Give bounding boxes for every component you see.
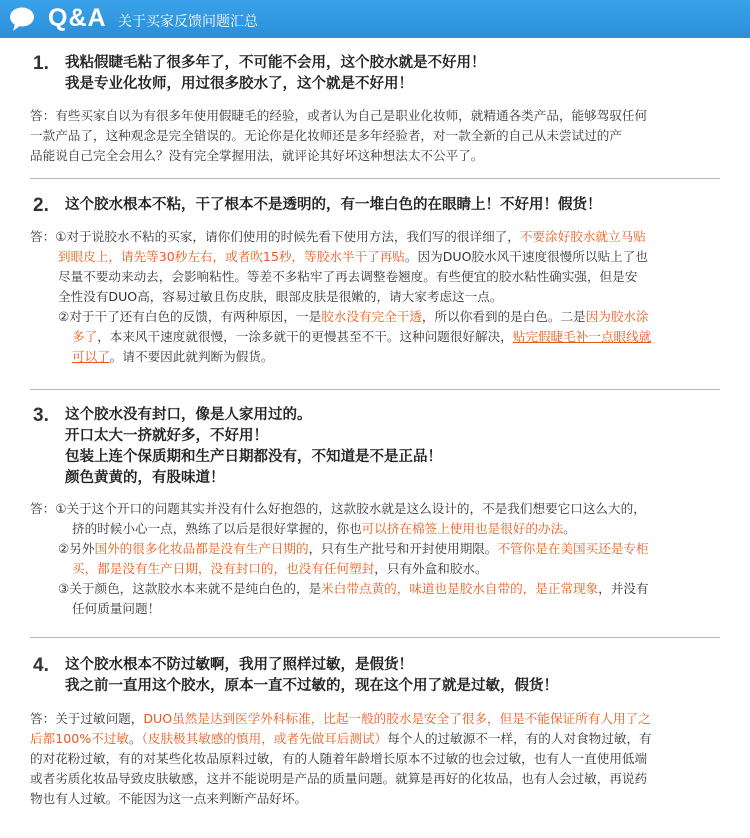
answer-label: 答：: [30, 108, 56, 123]
answer-text: 的对花粉过敏，有的对某些化妆品原料过敏，有的人随着年龄增长原本不过敏的也会过敏，也有人一直使用低端: [30, 751, 648, 766]
qa-item-3: [0, 389, 750, 637]
answer-highlight: 买，都是没有生产日期，没有封口的，也没有任何塑封: [72, 561, 375, 576]
answer-highlight: （皮肤极其敏感的慎用，或者先做耳后测试）: [141, 731, 388, 746]
answer-text: 或者劣质化妆品导致皮肤敏感，这并不能说明是产品的质量问题。就算是再好的化妆品，也有人会过敏，再说药: [30, 771, 648, 786]
answer-text: 品能说自己完全会用么？没有完全掌握用法，就评论其好坏这种想法太不公平了。: [30, 148, 484, 163]
answer-text: 一款产品了，这种观念是完全错误的。无论你是化妆师还是多年经验者，对一款全新的自己从未尝试过的产: [30, 128, 622, 143]
speech-bubble-icon: [8, 6, 36, 32]
answer-text: 。请不要因此就判断为假货。: [109, 349, 274, 364]
answer-highlight: 米白带点黄的，味道也是胶水自带的，是正常现象: [321, 581, 599, 596]
answer-text: ③关于颜色，这款胶水本来就不是纯白色的，是: [58, 581, 322, 596]
question-line: 开口太大一挤就好多，不好用！: [65, 428, 268, 444]
question-line: 这个胶水没有封口，像是人家用过的。: [65, 407, 312, 423]
qa-item-1: [0, 38, 750, 184]
answer-highlight: 到眼皮上，请先等30秒左右，或者吹15秒，等胶水半干了再贴: [58, 249, 405, 264]
answer-highlight: 因为胶水涂: [585, 309, 649, 324]
answer-text: 关于过敏问题，: [55, 711, 144, 726]
header-subtitle: 关于买家反馈问题汇总: [118, 14, 258, 30]
answer-text: ，所以你看到的是白色。二是: [421, 309, 586, 324]
question-number: 1.: [33, 53, 49, 74]
answer-label: 答：: [30, 501, 56, 516]
answer-highlight: 胶水没有完全干透: [321, 309, 422, 324]
answer-text: ②对于干了还有白色的反馈，有两种原因，一是: [58, 309, 322, 324]
answer-text: 挤的时候小心一点，熟练了以后是很好掌握的，你也: [72, 521, 362, 536]
question-line: 包装上连个保质期和生产日期都没有，不知道是不是正品！: [65, 449, 442, 465]
answer-text: ，只有外盒和胶水。: [374, 561, 488, 576]
answer: [30, 709, 652, 809]
answer-text: 全性没有DUO高，容易过敏且伤皮肤，眼部皮肤是很嫩的，请大家考虑这一点。: [58, 289, 503, 304]
answer-label: 答：: [30, 711, 56, 726]
qa-item-4: [0, 637, 750, 838]
answer: [30, 106, 647, 166]
answer-text: ，并没有: [598, 581, 649, 596]
answer-text: ，只有生产批号和开封使用期限。: [308, 541, 498, 556]
answer-label: 答：: [30, 229, 56, 244]
question-line: 我是专业化妆师，用过很多胶水了，这个就是不好用！: [65, 76, 413, 92]
answer-text: 有些买家自以为有很多年使用假睫毛的经验，或者认为自己是职业化妆师，就精通各类产品，能够驾驭任何: [55, 108, 648, 123]
answer-highlight: DUO虽然是达到医学外科标准，比起一般的胶水是安全了很多，但是不能保证所有人用了之: [143, 711, 651, 726]
question-number: 2.: [33, 195, 49, 216]
answer-text: 尽量不要动来动去，会影响粘性。等差不多粘牢了再去调整卷翘度。有些便宜的胶水粘性确实强，但是安: [58, 269, 638, 284]
answer-text: ①关于这个开口的问题其实并没有什么好抱怨的，这款胶水就是这么设计的，不是我们想要它口这么大的，: [55, 501, 646, 516]
answer-link: 可以了: [72, 349, 110, 364]
page-header: [0, 0, 750, 38]
question-line: 颜色黄黄的，有股味道！: [65, 470, 225, 486]
answer-text: 。: [128, 731, 142, 746]
answer-text: ，本来风干速度就很慢，一涂多就干的更慢甚至不干。这种问题很好解决，: [97, 329, 513, 344]
answer-highlight: 国外的很多化妆品都是没有生产日期的: [94, 541, 309, 556]
answer-text: 。因为DUO胶水风干速度很慢所以贴上了也: [404, 249, 648, 264]
answer-highlight: 不要涂好胶水就立马贴: [519, 229, 646, 244]
answer-highlight: 多了: [72, 329, 98, 344]
answer-text: 每个人的过敏源不一样，有的人对食物过敏，有: [387, 731, 652, 746]
answer: [30, 499, 649, 619]
answer-highlight: 可以挤在棉签上使用也是很好的办法: [361, 521, 564, 536]
answer-text: ①对于说胶水不粘的买家，请你们使用的时候先看下使用方法，我们写的很详细了，: [55, 229, 520, 244]
question-line: 这个胶水根本不防过敏啊，我用了照样过敏，是假货！: [65, 657, 413, 673]
answer: [30, 227, 651, 367]
answer-text: ②另外: [58, 541, 95, 556]
divider: [30, 178, 720, 179]
question-line: 我粘假睫毛粘了很多年了，不可能不会用，这个胶水就是不好用！: [65, 55, 486, 71]
answer-highlight: 不管你是在美国买还是专柜: [497, 541, 649, 556]
question-line: 我之前一直用这个胶水，原本一直不过敏的，现在这个用了就是过敏，假货！: [65, 678, 558, 694]
answer-link: 贴完假睫毛补一点眼线就: [512, 329, 652, 344]
question-line: 这个胶水根本不粘，干了根本不是透明的，有一堆白色的在眼睛上！不好用！假货！: [65, 197, 602, 213]
qa-item-2: [0, 184, 750, 389]
question-number: 4.: [33, 655, 49, 676]
answer-highlight: 后都100%不过敏: [30, 731, 129, 746]
header-title: Q&A: [48, 4, 107, 32]
answer-text: 。: [563, 521, 576, 536]
answer-text: 任何质量问题！: [72, 601, 161, 616]
question-number: 3.: [33, 405, 49, 426]
answer-text: 物也有人过敏。不能因为这一点来判断产品好坏。: [30, 791, 308, 806]
